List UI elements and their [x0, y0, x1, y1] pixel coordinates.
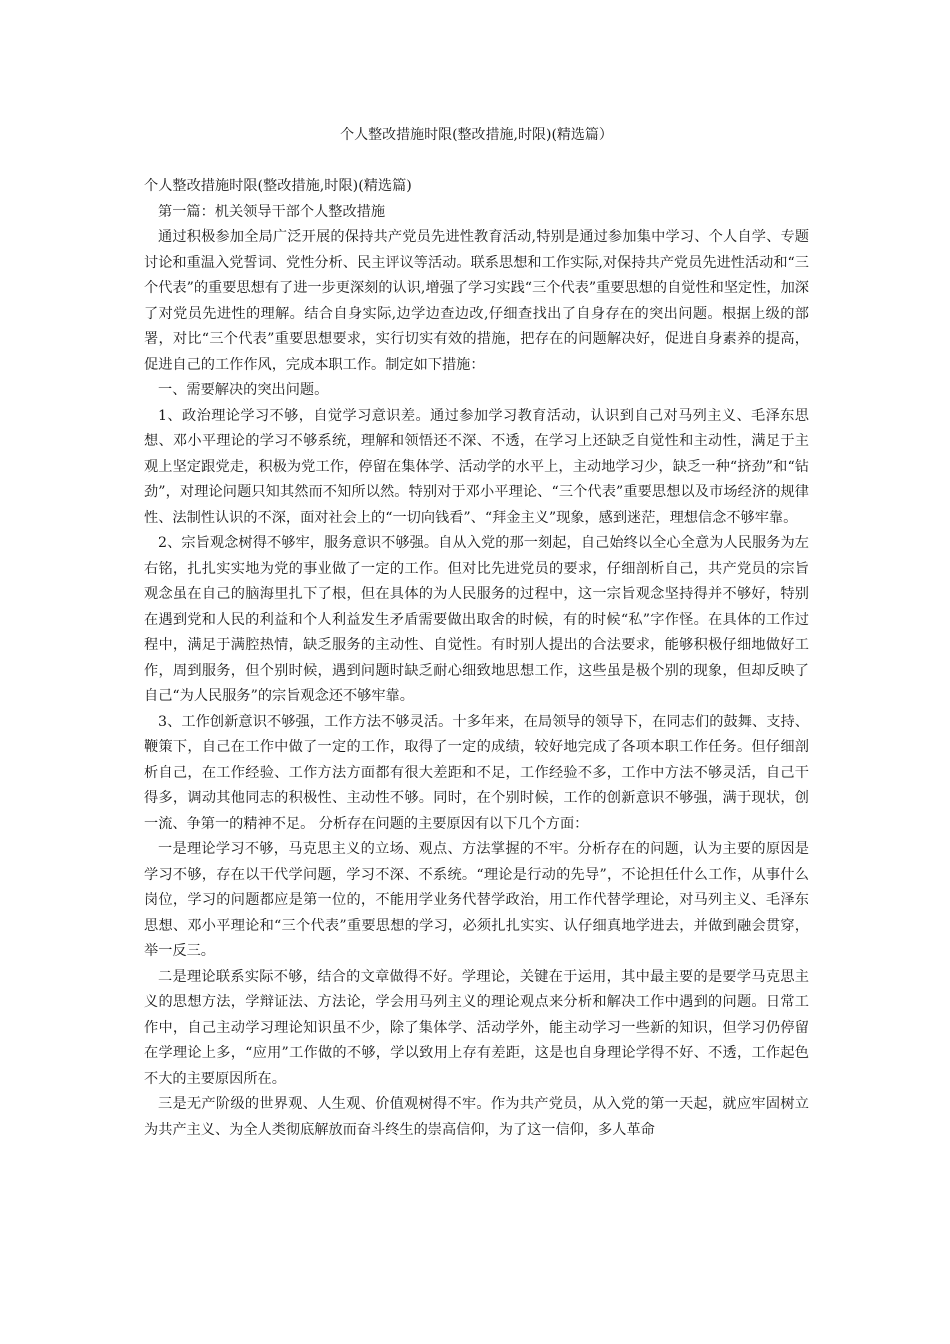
paragraph: 第一篇：机关领导干部个人整改措施 [158, 203, 386, 220]
paragraph: 通过积极参加全局广泛开展的保持共产党员先进性教育活动,特别是通过参加集中学习、个人自学、专题讨论和重温入党誓词、党性分析、民主评议等活动。联系思想和工作实际,对保持共产党员先进性活动和“三个代表”的重要思想有了进一步更深刻的认识,增强了学习实践“三个代表”重要思想的自觉性和坚定性，加深了对党员先进性的理解。结合自身实际,边学边查边改,仔细查找出了自身存在的突出问题。根据上级的部署，对比“三个代表”重要思想要求，实行切实有效的措施，把存在的问题解决好，促进自身素养的提高，促进自己的工作作风，完成本职工作。制定如下措施： [144, 229, 809, 373]
document-subtitle: 个人整改措施时限(整改措施,时限)(精选篇) [144, 178, 412, 194]
paragraph: 1、政治理论学习不够，自觉学习意识差。通过参加学习教育活动，认识到自己对马列主义、毛泽东思想、邓小平理论的学习不够系统，理解和领悟还不深、不透，在学习上还缺乏自觉性和主动性，满足于主观上坚定跟党走，积极为党工作，停留在集体学、活动学的水平上，主动地学习少，缺乏一种“挤劲”和“钻劲”，对理论问题只知其然而不知所以然。特别对于邓小平理论、“三个代表”重要思想以及市场经济的规律性、法制性认识的不深，面对社会上的“一切向钱看”、“拜金主义”现象，感到迷茫，理想信念不够牢靠。 [144, 407, 809, 526]
document-title: 个人整改措施时限(整改措施,时限)(精选篇） [340, 127, 613, 143]
paragraph: 一是理论学习不够，马克思主义的立场、观点、方法掌握的不牢。分析存在的问题，认为主要的原因是学习不够，存在以干代学问题，学习不深、不系统。“理论是行动的先导”，不论担任什么工作，从事什么岗位，学习的问题都应是第一位的，不能用学业务代替学政治，用工作代替学理论，对马列主义、毛泽东思想、邓小平理论和“三个代表”重要思想的学习，必须扎扎实实、认仔细真地学进去，并做到融会贯穿，举一反三。 [144, 841, 809, 959]
paragraph: 二是理论联系实际不够，结合的文章做得不好。学理论，关键在于运用，其中最主要的是要学马克思主义的思想方法，学辩证法、方法论，学会用马列主义的理论观点来分析和解决工作中遇到的问题。日常工作中，自己主动学习理论知识虽不少，除了集体学、活动学外，能主动学习一些新的知识，但学习仍停留在学理论上多，“应用”工作做的不够，学以致用上存有差距，这是也自身理论学得不好、不透，工作起色不大的主要原因所在。 [144, 968, 809, 1087]
paragraph: 2、宗旨观念树得不够牢，服务意识不够强。自从入党的那一刻起，自己始终以全心全意为人民服务为左右铭，扎扎实实地为党的事业做了一定的工作。但对比先进党员的要求，仔细剖析自己，共产党员的宗旨观念虽在自己的脑海里扎下了根，但在具体的为人民服务的过程中，这一宗旨观念坚持得并不够好，特别在遇到党和人民的利益和个人利益发生矛盾需要做出取舍的时候，有的时候“私”字作怪。在具体的工作过程中，满足于满腔热情，缺乏服务的主动性、自觉性。有时别人提出的合法要求，能够积极仔细地做好工作，周到服务，但个别时候，遇到问题时缺乏耐心细致地思想工作，这些虽是极个别的现象，但却反映了自己“为人民服务”的宗旨观念还不够牢靠。 [144, 535, 809, 704]
document-body [144, 174, 809, 1143]
paragraph: 3、工作创新意识不够强，工作方法不够灵活。十多年来，在局领导的领导下，在同志们的鼓舞、支持、鞭策下，自己在工作中做了一定的工作，取得了一定的成绩，较好地完成了各项本职工作任务。但仔细剖析自己，在工作经验、工作方法方面都有很大差距和不足，工作经验不多，工作中方法不够灵活，自己干得多，调动其他同志的积极性、主动性不够。同时，在个别时候，工作的创新意识不够强，满于现状，创一流、争第一的精神不足。 分析存在问题的主要原因有以下几个方面： [144, 713, 809, 832]
paragraph: 一、需要解决的突出问题。 [158, 382, 329, 398]
paragraph: 三是无产阶级的世界观、人生观、价值观树得不牢。作为共产党员，从入党的第一天起，就应牢固树立为共产主义、为全人类彻底解放而奋斗终生的崇高信仰，为了这一信仰，多人革命 [144, 1096, 809, 1138]
